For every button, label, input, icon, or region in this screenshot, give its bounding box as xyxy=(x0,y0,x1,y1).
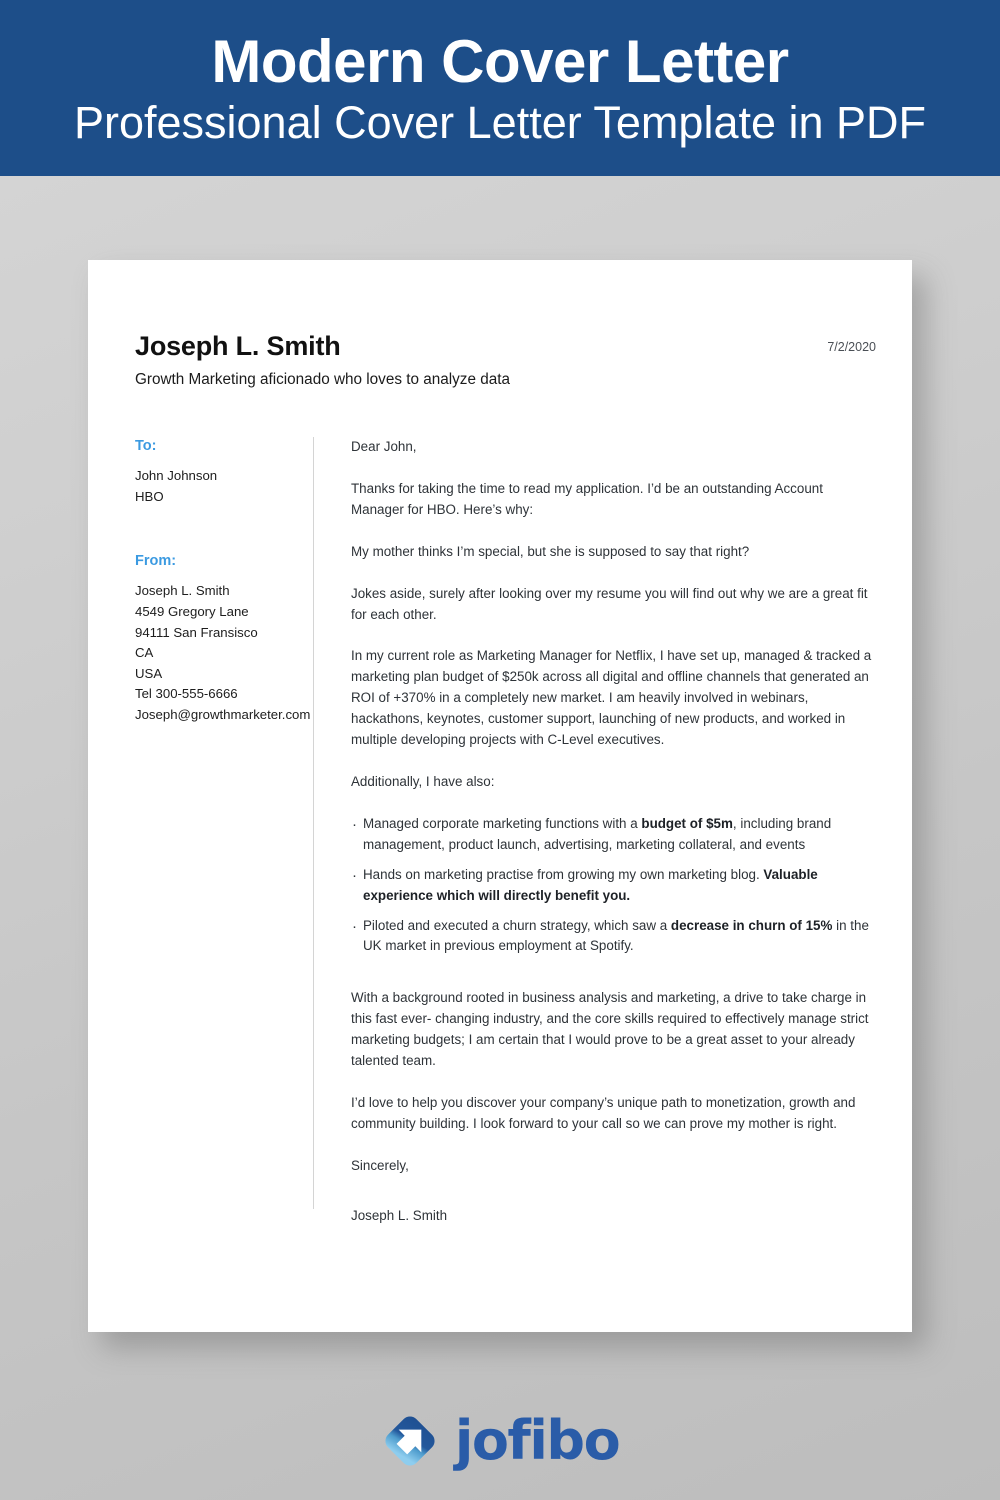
from-line: CA xyxy=(135,645,154,661)
signature: Joseph L. Smith xyxy=(351,1207,448,1223)
from-label: From: xyxy=(135,553,177,570)
from-line: Tel 300-555-6666 xyxy=(135,686,238,702)
paragraph-6: I’d love to help you discover your company’s unique path to monetization, growth and community building. I look forward to your call so we can prove my mother is right. xyxy=(351,1094,856,1131)
achievements-list xyxy=(351,814,875,957)
paragraph-3: Jokes aside, surely after looking over my resume you will find out why we are a great fit for each other. xyxy=(351,585,868,622)
bullet-text-before: Piloted and executed a churn strategy, which saw a xyxy=(363,917,671,933)
to-address xyxy=(135,466,303,507)
applicant-tagline: Growth Marketing aficionado who loves to analyze data xyxy=(135,370,510,388)
paragraph-4: In my current role as Marketing Manager for Netflix, I have set up, managed & tracked a marketing plan budget of $250k across all digital and offline channels that generated an ROI of +370% in a completely new market. I am heavily involved in webinars, hackathons, keynotes, customer support, launching of new products, and worked in multiple developing projects with C-Level executives. xyxy=(351,648,872,748)
bullet-text-bold: budget of $5m xyxy=(641,815,733,831)
bullet-text-after: , including brand management, product launch, advertising, marketing collateral, and events xyxy=(363,815,832,852)
contact-sidebar xyxy=(135,437,313,1248)
letter-content xyxy=(314,437,875,1248)
applicant-name: Joseph L. Smith xyxy=(135,331,341,361)
from-line: 4549 Gregory Lane xyxy=(135,604,249,620)
list-spacer xyxy=(351,978,875,988)
from-line: Joseph L. Smith xyxy=(135,583,230,599)
from-email: Joseph@growthmarketer.com xyxy=(135,707,311,722)
to-line: John Johnson xyxy=(135,468,218,484)
page-surface xyxy=(88,260,912,1332)
banner-header xyxy=(0,0,1000,176)
salutation: Dear John, xyxy=(351,439,417,454)
bullet-text-before: Hands on marketing practise from growing my own marketing blog. xyxy=(363,866,764,882)
banner-subtitle: Professional Cover Letter Template in PDF xyxy=(73,96,927,148)
letter-date: 7/2/2020 xyxy=(827,340,876,354)
from-address xyxy=(135,581,311,725)
list-item xyxy=(351,865,875,907)
closing: Sincerely, xyxy=(351,1157,409,1173)
list-item xyxy=(351,916,875,958)
paragraph-5: With a background rooted in business analysis and marketing, a drive to take charge in this fast ever- changing industry, and the core skills required to effectively manage strict marketing budgets; I am certain that I would prove to be a great asset to your already talented team. xyxy=(351,990,869,1069)
banner-title: Modern Cover Letter xyxy=(211,27,789,95)
to-line: HBO xyxy=(135,488,164,504)
paragraph-1: Thanks for taking the time to read my application. I’d be an outstanding Account Manager for HBO. Here’s why: xyxy=(351,480,823,517)
letter-header-row xyxy=(135,332,876,362)
brand-wordmark: jofibo xyxy=(454,1409,620,1472)
letter-header xyxy=(135,332,876,389)
letter-body xyxy=(135,437,875,1248)
signature-spacer xyxy=(351,1198,875,1206)
to-label: To: xyxy=(135,438,157,454)
jofibo-logo-icon xyxy=(381,1412,439,1470)
from-line: USA xyxy=(135,665,163,681)
brand-footer xyxy=(0,1398,1000,1484)
bullet-text-after: in the UK market in previous employment at Spotify. xyxy=(363,917,869,954)
cover-letter-page xyxy=(88,260,912,1332)
bullet-text-bold: decrease in churn of 15% xyxy=(670,917,833,933)
list-item xyxy=(351,814,875,856)
bullet-text-before: Managed corporate marketing functions with a xyxy=(363,815,642,831)
from-line: 94111 San Fransisco xyxy=(135,624,258,640)
sidebar-spacer xyxy=(135,507,303,552)
paragraph-2: My mother thinks I’m special, but she is supposed to say that right? xyxy=(351,543,750,559)
bullets-intro: Additionally, I have also: xyxy=(351,773,495,789)
bullet-text-bold: Valuable experience which will directly benefit you. xyxy=(363,866,818,903)
